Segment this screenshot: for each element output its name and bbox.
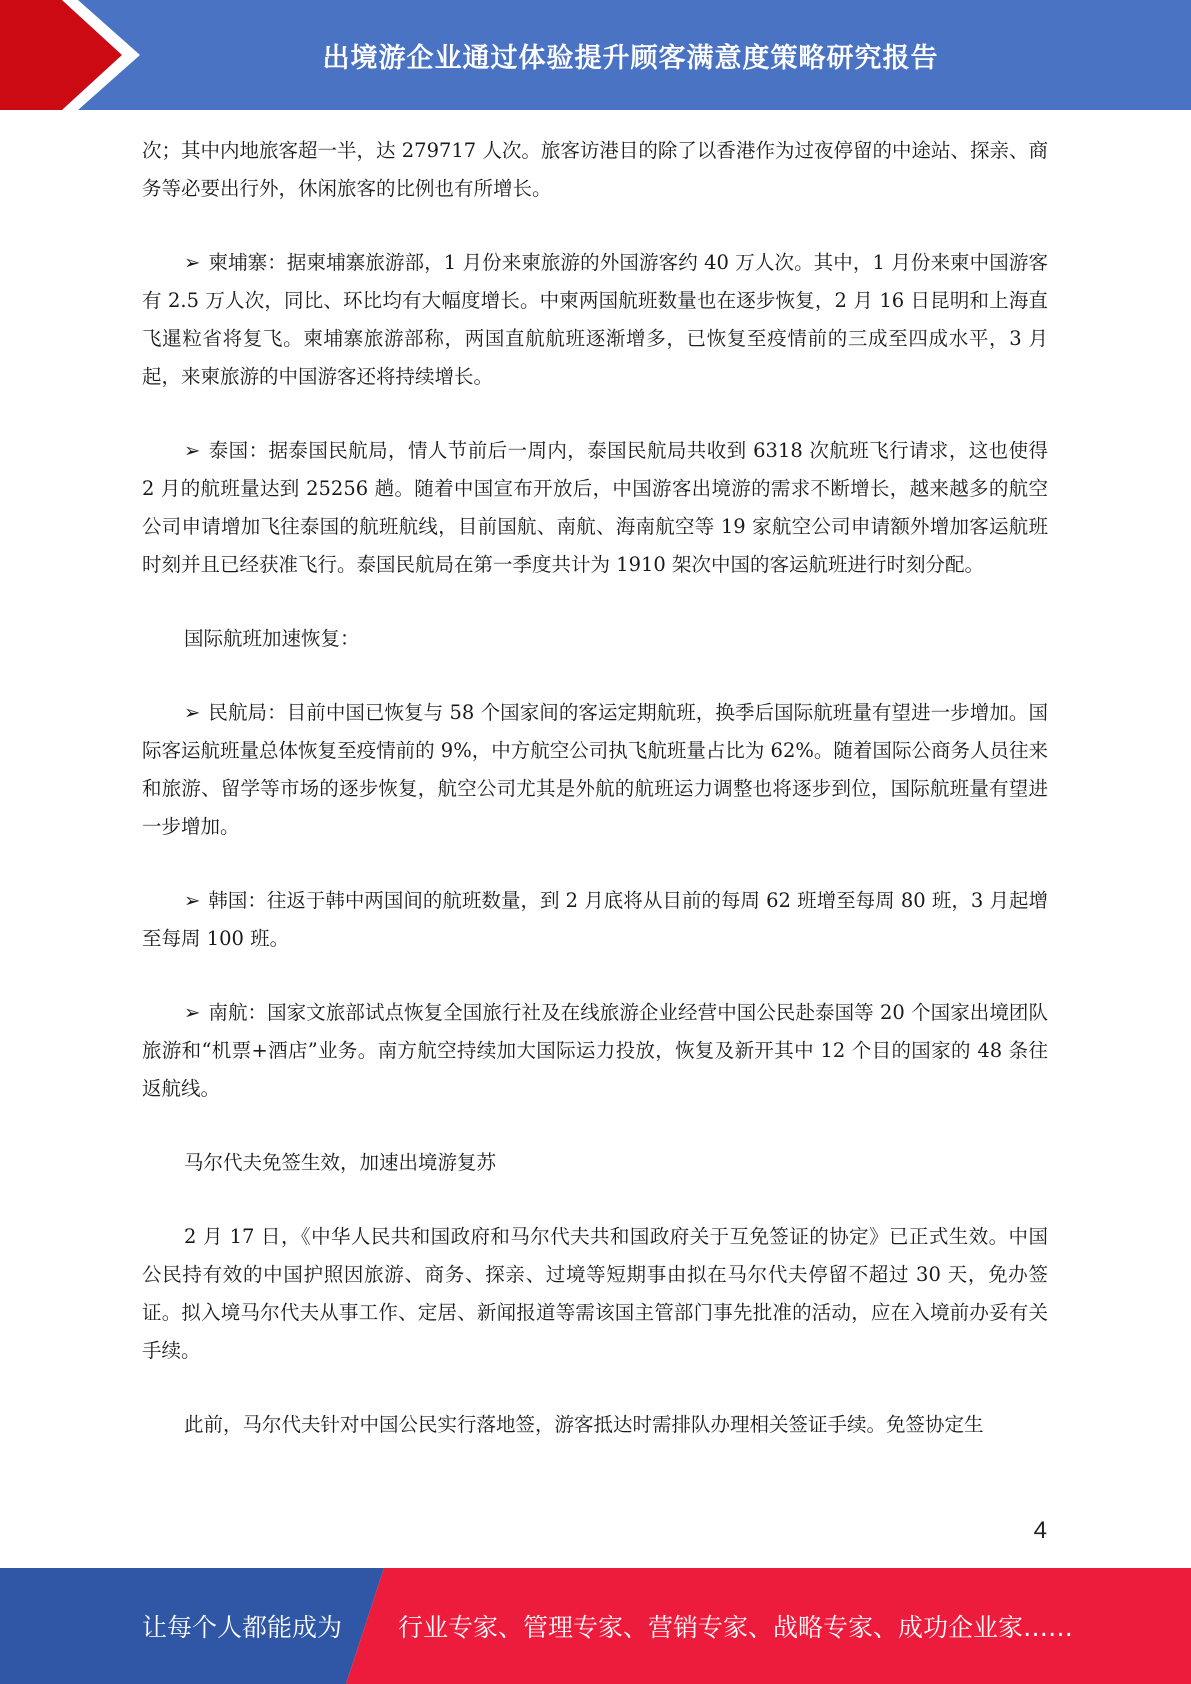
paragraph-text: 南航：国家文旅部试点恢复全国旅行社及在线旅游企业经营中国公民赴泰国等 20 个国家出境团队旅游和“机票+酒店”业务。南方航空持续加大国际运力投放，恢复及新开其中 12 个目的国家的 48 条往返航线。 [142, 1001, 1048, 1100]
bullet-arrow-icon: ➢ [184, 439, 201, 462]
document-body [142, 132, 1048, 1480]
paragraph-text: 2 月 17 日，《中华人民共和国政府和马尔代夫共和国政府关于互免签证的协定》已正式生效。中国公民持有效的中国护照因旅游、商务、探亲、过境等短期事由拟在马尔代夫停留不超过 30 天，免办签证。拟入境马尔代夫从事工作、定居、新闻报道等需该国主管部门事先批准的活动，应在入境前办妥有关手续。 [142, 1225, 1048, 1362]
report-title: 出境游企业通过体验提升顾客满意度策略研究报告 [322, 42, 939, 74]
paragraph [142, 1406, 1048, 1444]
paragraph-text: 韩国：往返于韩中两国间的航班数量，到 2 月底将从目前的每周 62 班增至每周 80 班，3 月起增至每周 100 班。 [142, 889, 1048, 950]
paragraph-text: 此前，马尔代夫针对中国公民实行落地签，游客抵达时需排队办理相关签证手续。免签协定生 [184, 1413, 984, 1436]
paragraph [142, 620, 1048, 658]
paragraph [142, 994, 1048, 1108]
bullet-arrow-icon: ➢ [184, 701, 201, 724]
paragraph [142, 694, 1048, 846]
footer-slogan-right: 行业专家、管理专家、营销专家、战略专家、成功企业家…… [398, 1613, 1074, 1642]
footer-slogan-left: 让每个人都能成为 [142, 1613, 343, 1642]
paragraph-text: 国际航班加速恢复： [184, 627, 360, 650]
paragraph [142, 1218, 1048, 1370]
paragraph-text: 马尔代夫免签生效，加速出境游复苏 [184, 1151, 497, 1174]
bullet-arrow-icon: ➢ [184, 1001, 201, 1024]
paragraph [142, 244, 1048, 396]
page-header [0, 0, 1191, 110]
paragraph [142, 132, 1048, 208]
header-arrow-decoration [0, 0, 160, 110]
bullet-arrow-icon: ➢ [184, 889, 201, 912]
paragraph [142, 882, 1048, 958]
paragraph-text: 泰国：据泰国民航局，情人节前后一周内，泰国民航局共收到 6318 次航班飞行请求，这也使得 2 月的航班量达到 25256 趟。随着中国宣布开放后，中国游客出境游的需求不断增长，越来越多的航空公司申请增加飞往泰国的航班航线，目前国航、南航、海南航空等 19 家航空公司申请额外增加客运航班时刻并且已经获准飞行。泰国民航局在第一季度共计为 1910 架次中国的客运航班进行时刻分配。 [142, 439, 1048, 576]
paragraph-text: 柬埔寨：据柬埔寨旅游部，1 月份来柬旅游的外国游客约 40 万人次。其中，1 月份来柬中国游客有 2.5 万人次，同比、环比均有大幅度增长。中柬两国航班数量也在逐步恢复，2 月 16 日昆明和上海直飞暹粒省将复飞。柬埔寨旅游部称，两国直航航班逐渐增多，已恢复至疫情前的三成至四成水平，3 月起，来柬旅游的中国游客还将持续增长。 [142, 251, 1048, 388]
paragraph [142, 1144, 1048, 1182]
paragraph [142, 432, 1048, 584]
page-number: 4 [1033, 1517, 1047, 1544]
paragraph-text: 民航局：目前中国已恢复与 58 个国家间的客运定期航班，换季后国际航班量有望进一步增加。国际客运航班量总体恢复至疫情前的 9%，中方航空公司执飞航班量占比为 62%。随着国际公商务人员往来和旅游、留学等市场的逐步恢复，航空公司尤其是外航的航班运力调整也将逐步到位，国际航班量有望进一步增加。 [142, 701, 1048, 838]
page-footer [0, 1568, 1191, 1684]
bullet-arrow-icon: ➢ [184, 251, 201, 274]
paragraph-text: 次；其中内地旅客超一半，达 279717 人次。旅客访港目的除了以香港作为过夜停留的中途站、探亲、商务等必要出行外，休闲旅客的比例也有所增长。 [142, 139, 1048, 200]
